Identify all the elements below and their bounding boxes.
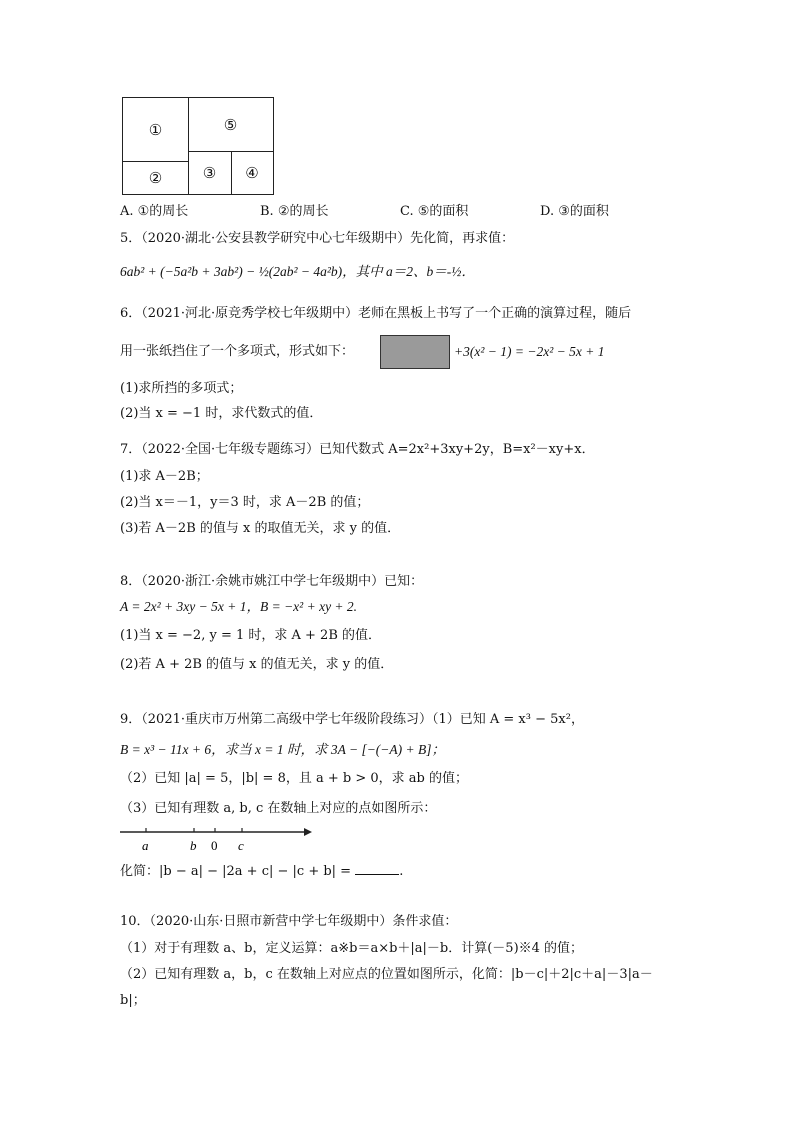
q10-header: 10．（2020·山东·日照市新营中学七年级期中）条件求值： xyxy=(120,914,458,929)
q6-part2: (2)当 x = −1 时，求代数式的值． xyxy=(120,406,323,421)
q6-header: 6．（2021·河北·原竞秀学校七年级期中）老师在黑板上书写了一个正确的演算过程，随后 xyxy=(120,306,632,321)
region-1: ① xyxy=(123,98,189,162)
q5-header: 5．（2020·湖北·公安县教学研究中心七年级期中）先化简，再求值： xyxy=(120,231,515,246)
q8-definitions: A = 2x² + 3xy − 5x + 1，B = −x² + xy + 2. xyxy=(120,599,358,614)
rectangle-figure xyxy=(122,97,274,195)
label-b: b xyxy=(190,838,197,853)
q8-part1: (1)当 x = −2, y = 1 时，求 A + 2B 的值． xyxy=(120,628,382,643)
label-0: 0 xyxy=(211,838,218,853)
q9-line2: B = x³ − 11x + 6，求当 x = 1 时，求 3A − [−(−A) + B]； xyxy=(120,742,446,757)
covering-paper xyxy=(380,335,450,369)
period: . xyxy=(399,864,404,879)
q7-part3: (3)若 A－2B 的值与 x 的取值无关，求 y 的值． xyxy=(120,521,401,536)
q6-part1: (1)求所挡的多项式； xyxy=(120,381,243,396)
q9-part3: （3）已知有理数 a, b, c 在数轴上对应的点如图所示： xyxy=(120,801,437,816)
option-a: A. ①的周长 xyxy=(120,204,189,219)
region-3: ③ xyxy=(188,151,232,194)
label-c: c xyxy=(238,838,244,853)
q7-header: 7．（2022·全国·七年级专题练习）已知代数式 A=2x²+3xy+2y，B=x²－xy+x． xyxy=(120,442,595,457)
q9-simplify-text: 化简：|b − a| − |2a + c| − |c + b| = xyxy=(120,864,352,879)
q9-part2: （2）已知 |a| = 5，|b| = 8，且 a + b > 0，求 ab 的值； xyxy=(120,771,468,786)
number-line xyxy=(118,822,318,856)
region-5: ⑤ xyxy=(188,98,273,152)
q6-line2: 用一张纸挡住了一个多项式，形式如下： xyxy=(120,344,355,359)
q6-equation: +3(x² − 1) = −2x² − 5x + 1 xyxy=(454,344,605,359)
region-2: ② xyxy=(123,161,189,194)
q10-part2a: （2）已知有理数 a，b，c 在数轴上对应点的位置如图所示，化简：|b－c|＋2|c＋a|－3|a－ xyxy=(120,967,653,982)
q7-part1: (1)求 A－2B； xyxy=(120,469,209,484)
option-d: D. ③的面积 xyxy=(540,204,609,219)
q10-part1: （1）对于有理数 a、b，定义运算：a※b＝a×b＋|a|－b．计算(－5)※4 的值； xyxy=(120,941,584,956)
option-b: B. ②的周长 xyxy=(260,204,329,219)
q7-part2: (2)当 x＝－1，y＝3 时，求 A－2B 的值； xyxy=(120,495,370,510)
q5-expression: 6ab² + (−5a²b + 3ab²) − ½(2ab² − 4a²b)，其中 a＝2、b＝-½． xyxy=(120,264,475,279)
q9-simplify xyxy=(120,861,403,881)
q8-part2: (2)若 A + 2B 的值与 x 的值无关，求 y 的值． xyxy=(120,657,394,672)
q10-part2b: b|； xyxy=(120,993,146,1008)
region-4: ④ xyxy=(245,163,259,182)
option-c: C. ⑤的面积 xyxy=(400,204,469,219)
label-a: a xyxy=(142,838,149,853)
answer-blank[interactable] xyxy=(355,861,399,875)
q9-header: 9．（2021·重庆市万州第二高级中学七年级阶段练习）（1）已知 A = x³ − 5x²， xyxy=(120,712,584,727)
q8-header: 8．（2020·浙江·余姚市姚江中学七年级期中）已知： xyxy=(120,574,424,589)
